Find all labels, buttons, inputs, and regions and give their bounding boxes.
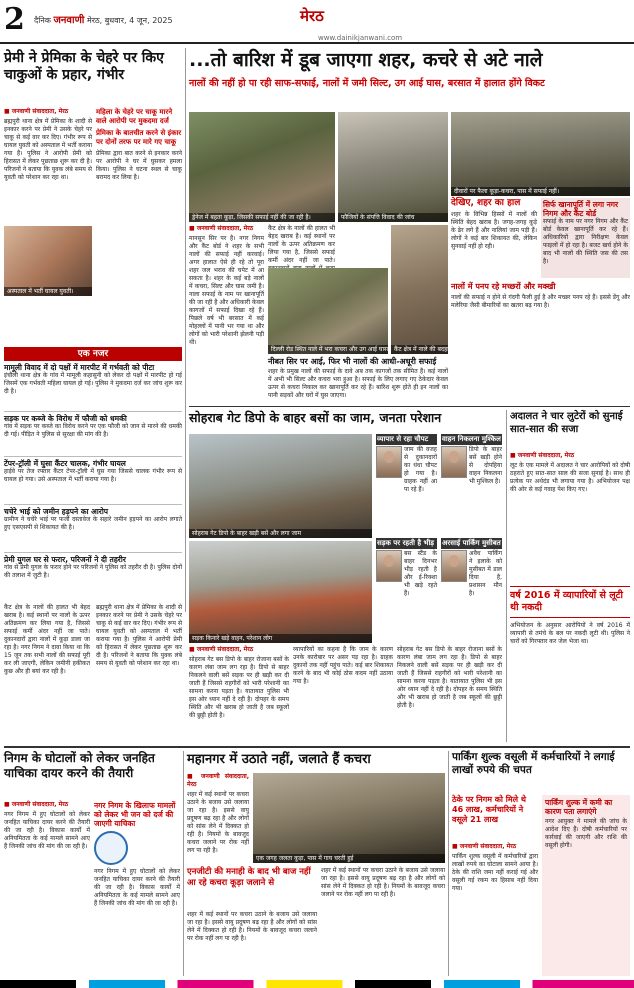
- lead-photo-2-caption: फौजियों के संपत्ति विवाद की जांच: [338, 213, 448, 222]
- section-divider: [4, 746, 630, 748]
- lead-body-text-2: कैंट क्षेत्र के नालों की हालत भी बेहद खराब है। कई स्थानों पर नालों के ऊपर अतिक्रमण कर लिया गया है, जिससे सफाई कर्मी अंदर नहीं जा पाते।: [268, 225, 335, 264]
- bottom-right-box-body: नगर आयुक्त ने मामले की जांच के आदेश दिए हैं। दोषी कर्मचारियों पर कार्रवाई की जाएगी और राशि की वसूली होगी।: [545, 818, 627, 849]
- lead-byline: ■ जनवाणी संवाददाता, मेरठ: [189, 225, 254, 232]
- sohrab-mid-body: बस स्टैंड के बाहर दिनभर भीड़ रहती है और ई-रिक्शा भी खड़े रहते हैं।: [404, 550, 437, 597]
- right-top-body2: सफाई के नाम पर नगर निगम और कैंट बोर्ड केवल खानापूर्ति कर रहे हैं। अधिकारियों द्वारा निरीक्षण केवल फाइलों में हो रहा है। बजट खर्च होने के बाद भी नालों की स्थिति जस की तस है।: [543, 218, 628, 265]
- bottom-right-box-head: पार्किंग शुल्क में कमी का कारण पता लगाएंगे: [545, 798, 613, 816]
- lead-body: [189, 225, 264, 403]
- bottom-left-story: [4, 751, 180, 976]
- sohrab-photo-1-caption: सोहराब गेट डिपो के बाहर खड़ी बसें और लगा जाम: [189, 529, 372, 538]
- bottom-mid-photo-caption: एक जगह जलता कूड़ा, पास में गाय चरती हुई: [253, 854, 445, 863]
- sohrab-mid-head: सड़क पर रहती है भीड़: [376, 538, 437, 549]
- ek-nazar-item-head: मामूली विवाद में दो पक्षों में मारपीट में गर्भवती को पीटा: [4, 363, 155, 372]
- sohrab-mid-item: [441, 538, 502, 643]
- bottom-left-sidebar: [94, 801, 180, 976]
- lead-headline: ...तो बारिश में डूब जाएगा शहर, कचरे से अटे नाले: [189, 49, 543, 71]
- website-link[interactable]: www.dainikjanwani.com: [318, 34, 403, 42]
- left-top-byline: ■ जनवाणी संवाददाता, मेरठ: [4, 108, 69, 115]
- bottom-right-box: [542, 795, 630, 976]
- sohrab-mid-item: [376, 434, 437, 534]
- sohrab-body-text: सोहराब गेट बस डिपो के बाहर रोजाना बसों के कारण लंबा जाम लग रहा है। डिपो से बाहर निकलने वाली बसें सड़क पर ही खड़ी कर दी जाती हैं जिससे राहगीरों को भारी परेशानी का सामना करना पड़ता है। यातायात पुलिस भी इस ओर ध्यान नहीं दे रही है। दोपहर के समय स्थिति और भी खराब हो जाती है जब स्कूलों की छुट्टी होती है।: [189, 656, 289, 719]
- sohrab-body: [189, 646, 502, 742]
- bottom-right-subhead: ठेके पर निगम को मिले थे 46 लाख, कर्मचारियों ने वसूले 21 लाख: [452, 795, 526, 824]
- sohrab-body-col1: [189, 646, 289, 742]
- lead-subhead: नालों की नहीं हो पा रही साफ-सफाई, नालों में जमी सिल्ट, उग आई घास, बरसात में हालात होंगे विकट: [189, 78, 545, 89]
- right-top-headline: देखिए, शहर का हाल: [451, 198, 521, 208]
- ek-nazar-item: [4, 363, 182, 411]
- bottom-right-byline: ■ जनवाणी संवाददाता, मेरठ: [452, 843, 517, 850]
- sohrab-photo-1: [189, 434, 372, 538]
- ek-nazar-item: [4, 552, 182, 598]
- right-top-body: शहर के विभिन्न हिस्सों में नालों की स्थिति बेहद खराब है। जगह-जगह कूड़े के ढेर लगे हैं और नालियां जाम पड़ी हैं। लोगों ने कई बार शिकायत की, लेकिन सुनवाई नहीं हो रही।: [451, 211, 537, 250]
- left-top-photo-caption: अस्पताल में भर्ती घायल युवती।: [4, 287, 92, 296]
- person-photo: [441, 446, 467, 478]
- court-headline: अदालत ने चार लुटेरों को सुनाई सात-सात की सजा: [510, 411, 623, 435]
- masthead: [0, 0, 634, 44]
- lead-photo-3: [268, 268, 391, 354]
- bottom-mid-photo: [253, 773, 445, 863]
- sohrab-mid-boxes: [376, 434, 502, 643]
- person-photo: [376, 446, 402, 478]
- court-story: [510, 410, 630, 742]
- sohrab-mid-head: वाहन निकलना मुश्किल: [442, 435, 501, 443]
- left-top-body-text: ब्रह्मपुरी थाना क्षेत्र में प्रेमिका के शादी से इनकार करने पर प्रेमी ने उसके चेहरे पर चाकू से कई वार कर दिए। गंभीर रूप से घायल युवती को अस्पताल में भर्ती कराया गया है। पुलिस ने आरोपी प्रेमी को हिरासत में लेकर पूछताछ शुरू कर दी है। परिजनों ने बताया कि युवक लंबे समय से युवती को परेशान कर रहा था।: [4, 118, 92, 181]
- ek-nazar-item: [4, 504, 182, 552]
- left-extra-col1: कैंट क्षेत्र के नालों की हालत भी बेहद खराब है। कई स्थानों पर नालों के ऊपर अतिक्रमण कर लिया गया है, जिससे सफाई कर्मी अंदर नहीं जा पाते। दुकानदारों द्वारा नालों में कूड़ा डाला जा रहा है। नगर निगम ने दावा किया था कि 15 जून तक सभी नालों की सफाई पूरी कर ली जाएगी, लेकिन जमीनी हकीकत कुछ और ही बयां कर रही है।: [4, 604, 90, 675]
- lead-body-text: [189, 225, 264, 403]
- court-highlight: वर्ष 2016 में व्यापारियों से लूटी थी नकदी: [510, 586, 630, 618]
- bottom-mid-body-col3: शहर में कई स्थानों पर कचरा उठाने के बजाय उसे जलाया जा रहा है। इससे वायु प्रदूषण बढ़ रहा है और लोगों को सांस लेने में दिक्कत हो रही है। नियमों के बावजूद कचरा जलाने पर रोक नहीं लग पा रही है।: [321, 867, 445, 898]
- ek-nazar-item-head: सड़क पर कब्जे के विरोध में फौजी को धमकी: [4, 414, 127, 423]
- ek-nazar-title: एक नजर: [4, 347, 182, 361]
- person-photo: [376, 550, 402, 582]
- bottom-mid-story: [187, 751, 445, 976]
- bottom-left-subhead: नगर निगम के खिलाफ मामलों को लेकर भी जन को दर्ज की जाएगी याचिका: [94, 801, 176, 828]
- sohrab-byline: ■ जनवाणी संवाददाता, मेरठ: [189, 646, 254, 653]
- lead-body-copy: मानसून सिर पर है। नगर निगम और कैंट बोर्ड ने शहर के सभी नालों की सफाई नहीं करवाई। अगर हालात ऐसे ही रहे तो पूरा शहर जल भराव की चपेट में आ सकता है। शहर के कई बड़े नालों में कचरा, सिल्ट और घास जमी है। नाला सफाई के नाम पर खानापूर्ति की जा रही है और अधिकारी केवल कागजों में सफाई दिखा रहे हैं। पिछले वर्ष भी बरसात में कई मोहल्लों में पानी भर गया था और लोगों को भारी परेशानी झेलनी पड़ी थी।: [189, 235, 264, 346]
- lead-photo-1-caption: ड्रेनेज में बहता कूड़ा, जिसकी सफाई नहीं की जा रही है।: [189, 213, 335, 222]
- lead-photo-1: [189, 112, 335, 222]
- paper-prefix: दैनिक: [34, 16, 51, 25]
- paper-name: जनवाणी: [53, 15, 85, 26]
- ek-nazar-item-body: गांव से प्रेमी युगल के फरार होने पर परिजनों ने पुलिस को तहरीर दी है। पुलिस दोनों की तलाश में जुटी है।: [4, 564, 182, 579]
- section-divider: [189, 406, 630, 407]
- edition-date: मेरठ, बुधवार, 4 जून, 2025: [86, 16, 173, 25]
- registration-bar: [0, 980, 634, 988]
- sohrab-photo-2: [189, 541, 372, 643]
- bottom-mid-byline: ■ जनवाणी संवाददाता, मेरठ: [187, 773, 249, 788]
- bottom-right-body-text: पार्किंग शुल्क वसूली में कर्मचारियों द्वारा लाखों रुपये का घोटाला सामने आया है। ठेके की राशि जमा नहीं कराई गई और वसूली गई रकम का हिसाब नहीं दिया गया।: [452, 853, 538, 892]
- left-extra-text: [4, 604, 182, 742]
- column-divider: [183, 751, 184, 976]
- sohrab-body-col3: सोहराब गेट बस डिपो के बाहर रोजाना बसों के कारण लंबा जाम लग रहा है। डिपो से बाहर निकलने वाली बसें सड़क पर ही खड़ी कर दी जाती हैं जिससे राहगीरों को भारी परेशानी का सामना करना पड़ता है। यातायात पुलिस भी इस ओर ध्यान नहीं दे रही है। दोपहर के समय स्थिति और भी खराब हो जाती है जब स्कूलों की छुट्टी होती है।: [397, 646, 502, 709]
- column-divider: [185, 48, 186, 612]
- lead-photo-4: [391, 225, 457, 354]
- sohrab-headline: सोहराब गेट डिपो के बाहर बसों का जाम, जनता परेशान: [189, 410, 442, 425]
- court-body2: अभियोजन के अनुसार आरोपियों ने वर्ष 2016 में व्यापारी से तमंचे के बल पर नकदी लूटी थी। पुलिस ने चारों को गिरफ्तार कर जेल भेजा था।: [510, 622, 630, 645]
- ek-nazar-item-head: चचेरे भाई को जमीन हड़पने का आरोप: [4, 507, 109, 516]
- nalon-safai-body: शहर के प्रमुख नालों की सफाई के दावे अब तक कागजों तक सीमित हैं। कई नालों में अभी भी सिल्ट और कचरा भरा हुआ है। सफाई के लिए लगाए गए ठेकेदार केवल ऊपर से कचरा निकाल कर खानापूर्ति कर रहे हैं। बारिश शुरू होते ही इन नालों का पानी सड़कों और घरों में घुस जाएगा।: [268, 368, 448, 399]
- lead-photo-5: [451, 112, 630, 196]
- ek-nazar-item-head: प्रेमी युगल घर से फरार, परिजनों ने दी तहरीर: [4, 555, 126, 564]
- lead-body-col2: [268, 225, 335, 265]
- left-top-body: [4, 108, 92, 342]
- nalon-safai-headline: नीबत सिर पर आई, फिर भी नालों की आधी-अधूरी सफाई: [268, 357, 437, 366]
- bottom-right-headline: पार्किंग शुल्क वसूली में कर्मचारियों ने लगाई लाखों रुपये की चपत: [452, 751, 615, 776]
- sohrab-mid-body: जाम की वजह से दुकानदारों का धंधा चौपट हो गया है। ग्राहक नहीं आ पा रहे हैं।: [404, 446, 437, 493]
- left-sidebar-head2: प्रेमिका के बातचीत करने से इंकार पर दोनों तरफ पर मारे गए चाकू: [96, 129, 182, 146]
- city-name: मेरठ: [300, 7, 324, 25]
- lead-photo-3-caption: दिल्ली रोड स्थित नाले में भरा कचरा और उग आई घास।: [268, 345, 388, 354]
- right-top-headline3: नालों में पनप रहे मच्छरों और मक्खी: [451, 282, 556, 291]
- bottom-mid-body-col2: शहर में कई स्थानों पर कचरा उठाने के बजाय उसे जलाया जा रहा है। इससे वायु प्रदूषण बढ़ रहा है और लोगों को सांस लेने में दिक्कत हो रही है। नियमों के बावजूद कचरा जलाने पर रोक नहीं लग पा रही है।: [187, 911, 317, 942]
- bottom-left-body-text: नगर निगम में हुए घोटालों को लेकर जनहित याचिका दायर करने की तैयारी की जा रही है। विकास कार्यों में अनियमितता के कई मामले सामने आए हैं जिनकी जांच की मांग की जा रही है।: [4, 811, 90, 850]
- ek-nazar-item-body: गांव में सड़क पर कब्जे का विरोध करने पर एक फौजी को जान से मारने की धमकी दी गई। पीड़ित ने पुलिस से सुरक्षा की मांग की है।: [4, 423, 182, 438]
- bottom-mid-subhead: एनजीटी की मनाही के बाद भी बाज नहीं आ रहे कचरा कूड़ा जलाने से: [187, 867, 311, 888]
- court-body: [510, 452, 630, 582]
- lead-headline-block: [189, 48, 630, 110]
- bottom-left-sidebar-body: नगर निगम में हुए घोटालों को लेकर जनहित याचिका दायर करने की तैयारी की जा रही है। विकास कार्यों में अनियमितता के कई मामले सामने आए हैं जिनकी जांच की मांग की जा रही है।: [94, 868, 180, 907]
- sohrab-body-col2: व्यापारियों का कहना है कि जाम के कारण उनके कारोबार पर असर पड़ रहा है। ग्राहक दुकानों तक नहीं पहुंच पाते। कई बार शिकायत करने के बाद भी कोई ठोस कदम नहीं उठाया गया है।: [293, 646, 393, 685]
- sohrab-mid-head: व्यापार से रहा चौपट: [376, 434, 437, 445]
- ek-nazar-item-body: हाईवे पर तेज रफ्तार कैंटर टेंपर-ट्रॉली में घुस गया जिससे चालक गंभीर रूप से घायल हो गया। उसे अस्पताल में भर्ती कराया गया है।: [4, 468, 182, 483]
- column-divider: [448, 751, 449, 976]
- lead-photo-2: [338, 112, 448, 222]
- right-top-body3: नालों की सफाई न होने से गंदगी फैली हुई है और मच्छर पनप रहे हैं। इससे डेंगू और मलेरिया जैसी बीमारियों का खतरा बढ़ गया है।: [451, 294, 630, 309]
- sohrab-photo-2-caption: सड़क किनारे खड़े वाहन, परेशान लोग: [189, 634, 372, 643]
- ek-nazar-item: [4, 411, 182, 456]
- nalon-safai-story: [268, 357, 448, 403]
- lead-photo-4-caption: कैंट क्षेत्र में नाले की बदहाली।: [391, 345, 448, 354]
- bottom-left-headline: निगम के घोटालों को लेकर जनहित याचिका दायर करने की तैयारी: [4, 751, 155, 780]
- right-top-headline2: सिर्फ खानापूर्ति में लगा नगर निगम और कैंट बोर्ड: [543, 200, 619, 218]
- right-top-story: [451, 198, 630, 403]
- ek-nazar-list: [4, 363, 182, 600]
- left-sidebar-head: महिला के चेहरे पर चाकू मारने वाले आरोपी पर मुकदमा दर्ज: [96, 108, 173, 125]
- nagar-nigam-logo: [94, 831, 128, 865]
- left-sidebar-body: प्रेमिका द्वारा बात करने से इनकार करने पर आरोपी ने घर में घुसकर हमला किया। पुलिस ने घटना स्थल से चाकू बरामद कर लिया है।: [96, 150, 182, 181]
- sohrab-mid-body: अवैध पार्किंग ने इलाके को मुसीबत में डाल दिया है, प्रशासन मौन है।: [469, 550, 502, 597]
- right-top-subbox: [541, 198, 630, 278]
- left-extra-col2: ब्रह्मपुरी थाना क्षेत्र में प्रेमिका के शादी से इनकार करने पर प्रेमी ने उसके चेहरे पर चाकू से कई वार कर दिए। गंभीर रूप से घायल युवती को अस्पताल में भर्ती कराया गया है। पुलिस ने आरोपी प्रेमी को हिरासत में लेकर पूछताछ शुरू कर दी है। परिजनों ने बताया कि युवक लंबे समय से युवती को परेशान कर रहा था।: [96, 604, 182, 667]
- ek-nazar-item-head: टेंपर-ट्रॉली में घुसा कैंटर चालक, गंभीर घायल: [4, 459, 126, 468]
- sohrab-mid-item: [441, 434, 502, 534]
- bottom-mid-body: [187, 773, 249, 863]
- person-photo: [441, 550, 467, 582]
- ek-nazar-item: [4, 456, 182, 504]
- ek-nazar-item-body: ग्रामीण ने चचेरे भाई पर फर्जी दस्तावेज के सहारे जमीन हड़पने का आरोप लगाते हुए एसएसपी से शिकायत की है।: [4, 516, 182, 531]
- sohrab-mid-body: डिपो के बाहर बसें खड़ी होने से दोपहिया वाहन निकलना भी मुश्किल है।: [469, 446, 502, 485]
- bottom-mid-headline: महानगर में उठाते नहीं, जलाते हैं कचरा: [187, 752, 371, 767]
- sohrab-headline-block: [189, 410, 502, 432]
- bottom-left-body: [4, 801, 90, 976]
- ek-nazar-item-body: इंचौली थाना क्षेत्र के गांव में मामूली कहासुनी को लेकर दो पक्षों में मारपीट हो गई जिसमें एक गर्भवती महिला घायल हो गई। पुलिस ने मुकदमा दर्ज कर जांच शुरू कर दी है।: [4, 372, 182, 395]
- bottom-mid-body-text: शहर में कई स्थानों पर कचरा उठाने के बजाय उसे जलाया जा रहा है। इससे वायु प्रदूषण बढ़ रहा है और लोगों को सांस लेने में दिक्कत हो रही है। नियमों के बावजूद कचरा जलाने पर रोक नहीं लग पा रही है।: [187, 791, 249, 854]
- bottom-right-body: [452, 843, 538, 976]
- left-top-story: [4, 50, 182, 342]
- bottom-right-story: [452, 751, 630, 976]
- column-divider: [506, 410, 507, 742]
- lead-photo-5-caption: दीवारों पर फैला कूड़ा-कचरा, पास में सफाई नहीं।: [451, 187, 630, 196]
- sohrab-mid-head: अरसाई पार्किंग मुसीबत: [442, 539, 501, 547]
- sohrab-mid-item: [376, 538, 437, 643]
- left-top-photo: [4, 226, 92, 296]
- bottom-left-byline: ■ जनवाणी संवाददाता, मेरठ: [4, 801, 69, 808]
- left-top-sidebar: [96, 108, 182, 342]
- court-byline: ■ जनवाणी संवाददाता, मेरठ: [510, 452, 575, 459]
- edition-meta: [34, 12, 173, 26]
- court-body-text: लूट के एक मामले में अदालत ने चार आरोपियों को दोषी ठहराते हुए सात-सात साल की सजा सुनाई है। साथ ही प्रत्येक पर अर्थदंड भी लगाया गया है। अभियोजन पक्ष की ओर से कई गवाह पेश किए गए।: [510, 462, 630, 493]
- page-number: 2: [4, 2, 25, 37]
- left-top-headline: प्रेमी ने प्रेमिका के चेहरे पर किए चाकुओं के प्रहार, गंभीर: [4, 50, 164, 83]
